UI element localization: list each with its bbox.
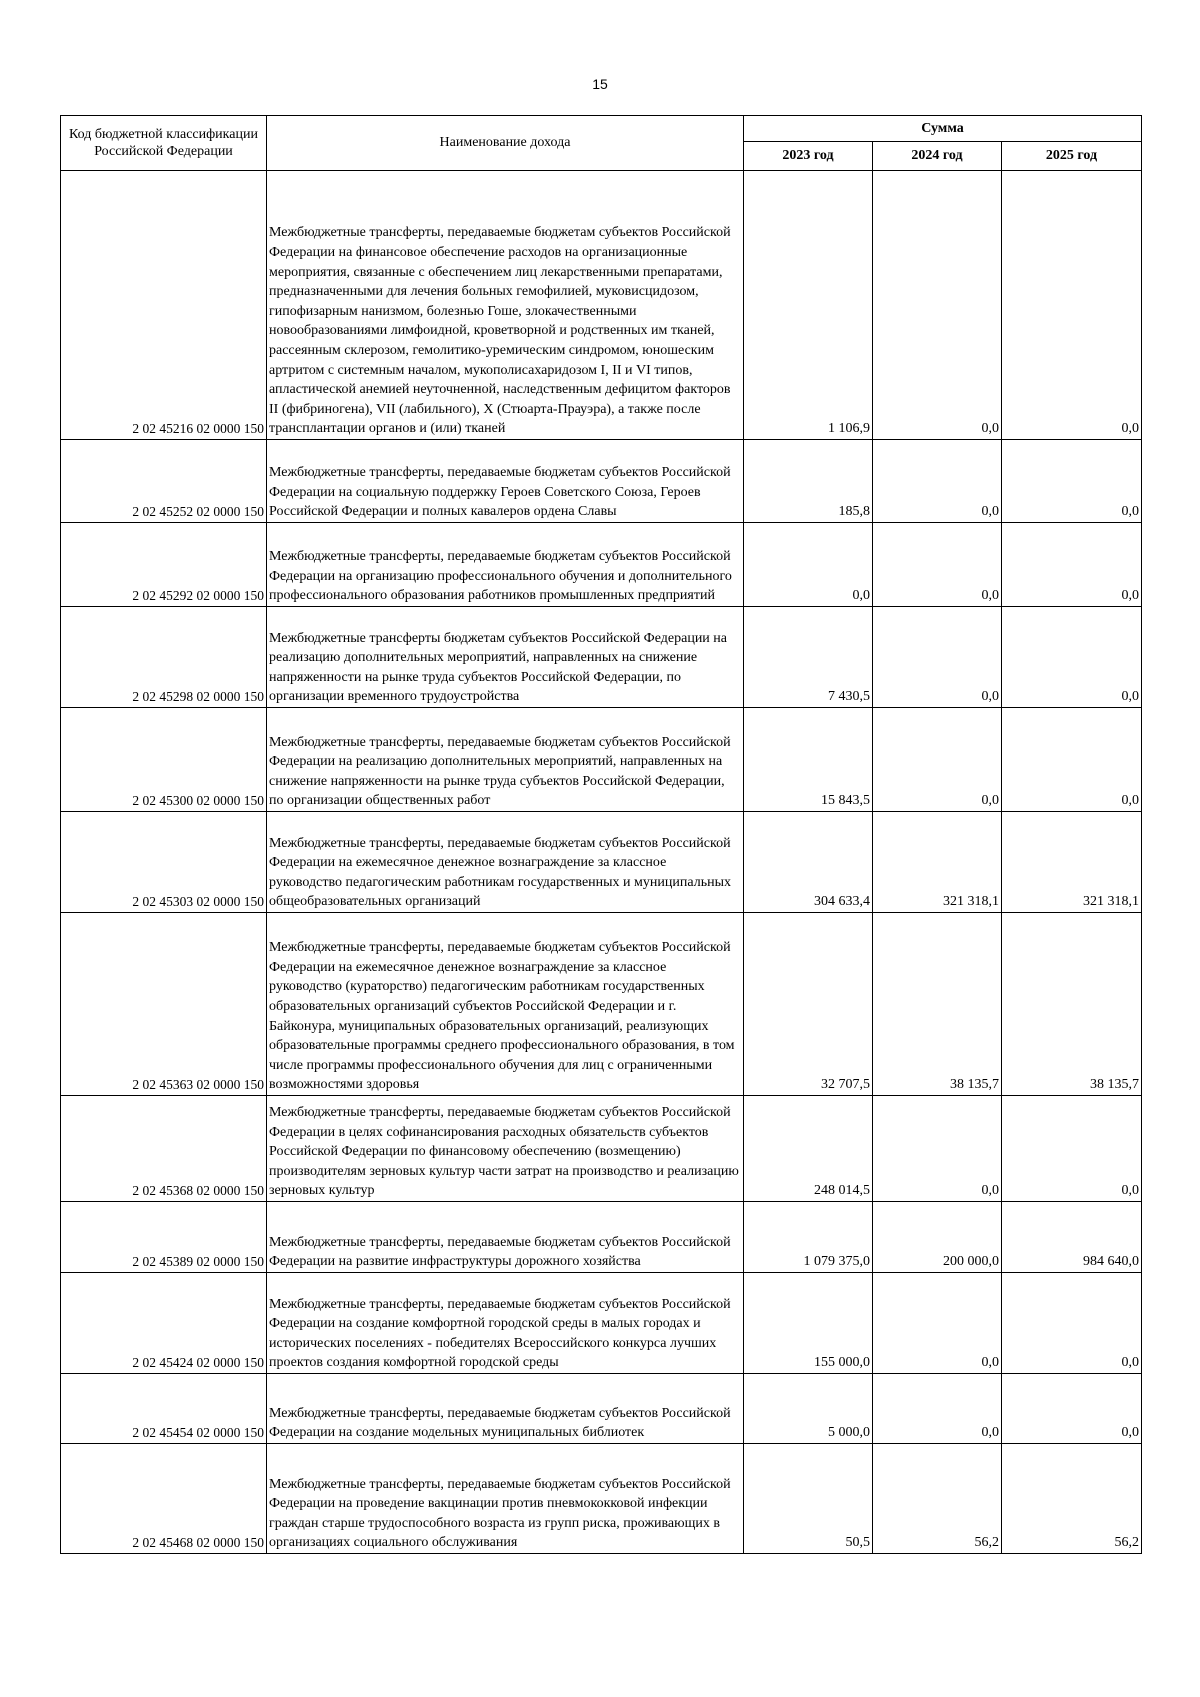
- income-table: [60, 115, 1142, 1554]
- amount-2023-cell: 0,0: [744, 523, 873, 607]
- year-header-2025: 2025 год: [1002, 141, 1142, 170]
- amount-2025-cell: 0,0: [1002, 1096, 1142, 1202]
- amount-2023-cell: 7 430,5: [744, 607, 873, 708]
- table-row: [61, 607, 1142, 708]
- budget-code-cell: 2 02 45424 02 0000 150: [61, 1273, 267, 1374]
- amount-2025-cell: 0,0: [1002, 171, 1142, 440]
- amount-2024-cell: 38 135,7: [873, 913, 1002, 1096]
- code-column-header: Код бюджетной классификации Российской Федерации: [61, 116, 267, 171]
- income-name-cell: Межбюджетные трансферты, передаваемые бюджетам субъектов Российской Федерации на ежемесячное денежное вознаграждение за классное руководство (кураторство) педагогическим работникам государственных образовательных организаций субъектов Российской Федерации и г. Байконура, муниципальных образовательных организаций, реализующих образовательные программы среднего профессионального образования, в том числе программы профессионального обучения для лиц с ограниченными возможностями здоровья: [267, 913, 744, 1096]
- income-name-cell: Межбюджетные трансферты, передаваемые бюджетам субъектов Российской Федерации на финансовое обеспечение расходов на организационные мероприятия, связанные с обеспечением лиц лекарственными препаратами, предназначенными для лечения больных гемофилией, муковисцидозом, гипофизарным нанизмом, болезнью Гоше, злокачественными новообразованиями лимфоидной, кроветворной и родственных им тканей, рассеянным склерозом, гемолитико-уремическим синдромом, юношеским артритом с системным началом, мукополисахаридозом I, II и VI типов, апластической анемией неуточненной, наследственным дефицитом факторов II (фибриногена), VII (лабильного), X (Стюарта-Прауэра), а также после трансплантации органов и (или) тканей: [267, 171, 744, 440]
- income-name-cell: Межбюджетные трансферты, передаваемые бюджетам субъектов Российской Федерации на ежемесячное денежное вознаграждение за классное руководство педагогическим работникам государственных и муниципальных общеобразовательных организаций: [267, 812, 744, 913]
- table-row: [61, 523, 1142, 607]
- amount-2025-cell: 0,0: [1002, 607, 1142, 708]
- amount-2025-cell: 38 135,7: [1002, 913, 1142, 1096]
- table-row: [61, 1444, 1142, 1554]
- sum-column-header: Сумма: [744, 116, 1142, 142]
- amount-2023-cell: 15 843,5: [744, 708, 873, 812]
- amount-2023-cell: 248 014,5: [744, 1096, 873, 1202]
- table-row: [61, 171, 1142, 440]
- amount-2024-cell: 0,0: [873, 1273, 1002, 1374]
- amount-2025-cell: 984 640,0: [1002, 1202, 1142, 1273]
- amount-2023-cell: 185,8: [744, 440, 873, 523]
- name-column-header: Наименование дохода: [267, 116, 744, 171]
- amount-2023-cell: 1 106,9: [744, 171, 873, 440]
- amount-2024-cell: 0,0: [873, 171, 1002, 440]
- income-name-cell: Межбюджетные трансферты, передаваемые бюджетам субъектов Российской Федерации на развитие инфраструктуры дорожного хозяйства: [267, 1202, 744, 1273]
- budget-code-cell: 2 02 45454 02 0000 150: [61, 1374, 267, 1444]
- amount-2023-cell: 155 000,0: [744, 1273, 873, 1374]
- amount-2023-cell: 304 633,4: [744, 812, 873, 913]
- amount-2024-cell: 0,0: [873, 1374, 1002, 1444]
- amount-2025-cell: 0,0: [1002, 440, 1142, 523]
- table-row: [61, 1096, 1142, 1202]
- amount-2023-cell: 5 000,0: [744, 1374, 873, 1444]
- income-name-cell: Межбюджетные трансферты, передаваемые бюджетам субъектов Российской Федерации в целях софинансирования расходных обязательств субъектов Российской Федерации по финансовому обеспечению (возмещению) производителям зерновых культур части затрат на производство и реализацию зерновых культур: [267, 1096, 744, 1202]
- amount-2024-cell: 0,0: [873, 708, 1002, 812]
- amount-2023-cell: 1 079 375,0: [744, 1202, 873, 1273]
- budget-code-cell: 2 02 45389 02 0000 150: [61, 1202, 267, 1273]
- amount-2023-cell: 50,5: [744, 1444, 873, 1554]
- amount-2024-cell: 321 318,1: [873, 812, 1002, 913]
- budget-code-cell: 2 02 45468 02 0000 150: [61, 1444, 267, 1554]
- amount-2023-cell: 32 707,5: [744, 913, 873, 1096]
- amount-2024-cell: 200 000,0: [873, 1202, 1002, 1273]
- budget-code-cell: 2 02 45216 02 0000 150: [61, 171, 267, 440]
- budget-code-cell: 2 02 45300 02 0000 150: [61, 708, 267, 812]
- income-name-cell: Межбюджетные трансферты, передаваемые бюджетам субъектов Российской Федерации на социальную поддержку Героев Советского Союза, Героев Российской Федерации и полных кавалеров ордена Славы: [267, 440, 744, 523]
- budget-code-cell: 2 02 45298 02 0000 150: [61, 607, 267, 708]
- amount-2025-cell: 0,0: [1002, 523, 1142, 607]
- budget-code-cell: 2 02 45363 02 0000 150: [61, 913, 267, 1096]
- income-name-cell: Межбюджетные трансферты, передаваемые бюджетам субъектов Российской Федерации на организацию профессионального обучения и дополнительного профессионального образования работников промышленных предприятий: [267, 523, 744, 607]
- budget-code-cell: 2 02 45303 02 0000 150: [61, 812, 267, 913]
- table-row: [61, 1202, 1142, 1273]
- amount-2024-cell: 0,0: [873, 1096, 1002, 1202]
- amount-2025-cell: 0,0: [1002, 708, 1142, 812]
- income-name-cell: Межбюджетные трансферты бюджетам субъектов Российской Федерации на реализацию дополнительных мероприятий, направленных на снижение напряженности на рынке труда субъектов Российской Федерации, по организации временного трудоустройства: [267, 607, 744, 708]
- table-row: [61, 1273, 1142, 1374]
- table-header: [61, 116, 1142, 171]
- amount-2025-cell: 0,0: [1002, 1374, 1142, 1444]
- amount-2024-cell: 0,0: [873, 440, 1002, 523]
- table-row: [61, 913, 1142, 1096]
- budget-code-cell: 2 02 45252 02 0000 150: [61, 440, 267, 523]
- table-row: [61, 708, 1142, 812]
- table-row: [61, 1374, 1142, 1444]
- income-name-cell: Межбюджетные трансферты, передаваемые бюджетам субъектов Российской Федерации на создание комфортной городской среды в малых городах и исторических поселениях - победителях Всероссийского конкурса лучших проектов создания комфортной городской среды: [267, 1273, 744, 1374]
- budget-code-cell: 2 02 45292 02 0000 150: [61, 523, 267, 607]
- income-name-cell: Межбюджетные трансферты, передаваемые бюджетам субъектов Российской Федерации на создание модельных муниципальных библиотек: [267, 1374, 744, 1444]
- income-name-cell: Межбюджетные трансферты, передаваемые бюджетам субъектов Российской Федерации на реализацию дополнительных мероприятий, направленных на снижение напряженности на рынке труда субъектов Российской Федерации, по организации общественных работ: [267, 708, 744, 812]
- amount-2025-cell: 321 318,1: [1002, 812, 1142, 913]
- table-body: [61, 171, 1142, 1554]
- budget-code-cell: 2 02 45368 02 0000 150: [61, 1096, 267, 1202]
- table-row: [61, 812, 1142, 913]
- year-header-2023: 2023 год: [744, 141, 873, 170]
- amount-2024-cell: 0,0: [873, 607, 1002, 708]
- amount-2025-cell: 56,2: [1002, 1444, 1142, 1554]
- amount-2024-cell: 0,0: [873, 523, 1002, 607]
- year-header-2024: 2024 год: [873, 141, 1002, 170]
- table-row: [61, 440, 1142, 523]
- amount-2025-cell: 0,0: [1002, 1273, 1142, 1374]
- income-name-cell: Межбюджетные трансферты, передаваемые бюджетам субъектов Российской Федерации на проведение вакцинации против пневмококковой инфекции граждан старше трудоспособного возраста из групп риска, проживающих в организациях социального обслуживания: [267, 1444, 744, 1554]
- amount-2024-cell: 56,2: [873, 1444, 1002, 1554]
- page-number: 15: [592, 76, 608, 92]
